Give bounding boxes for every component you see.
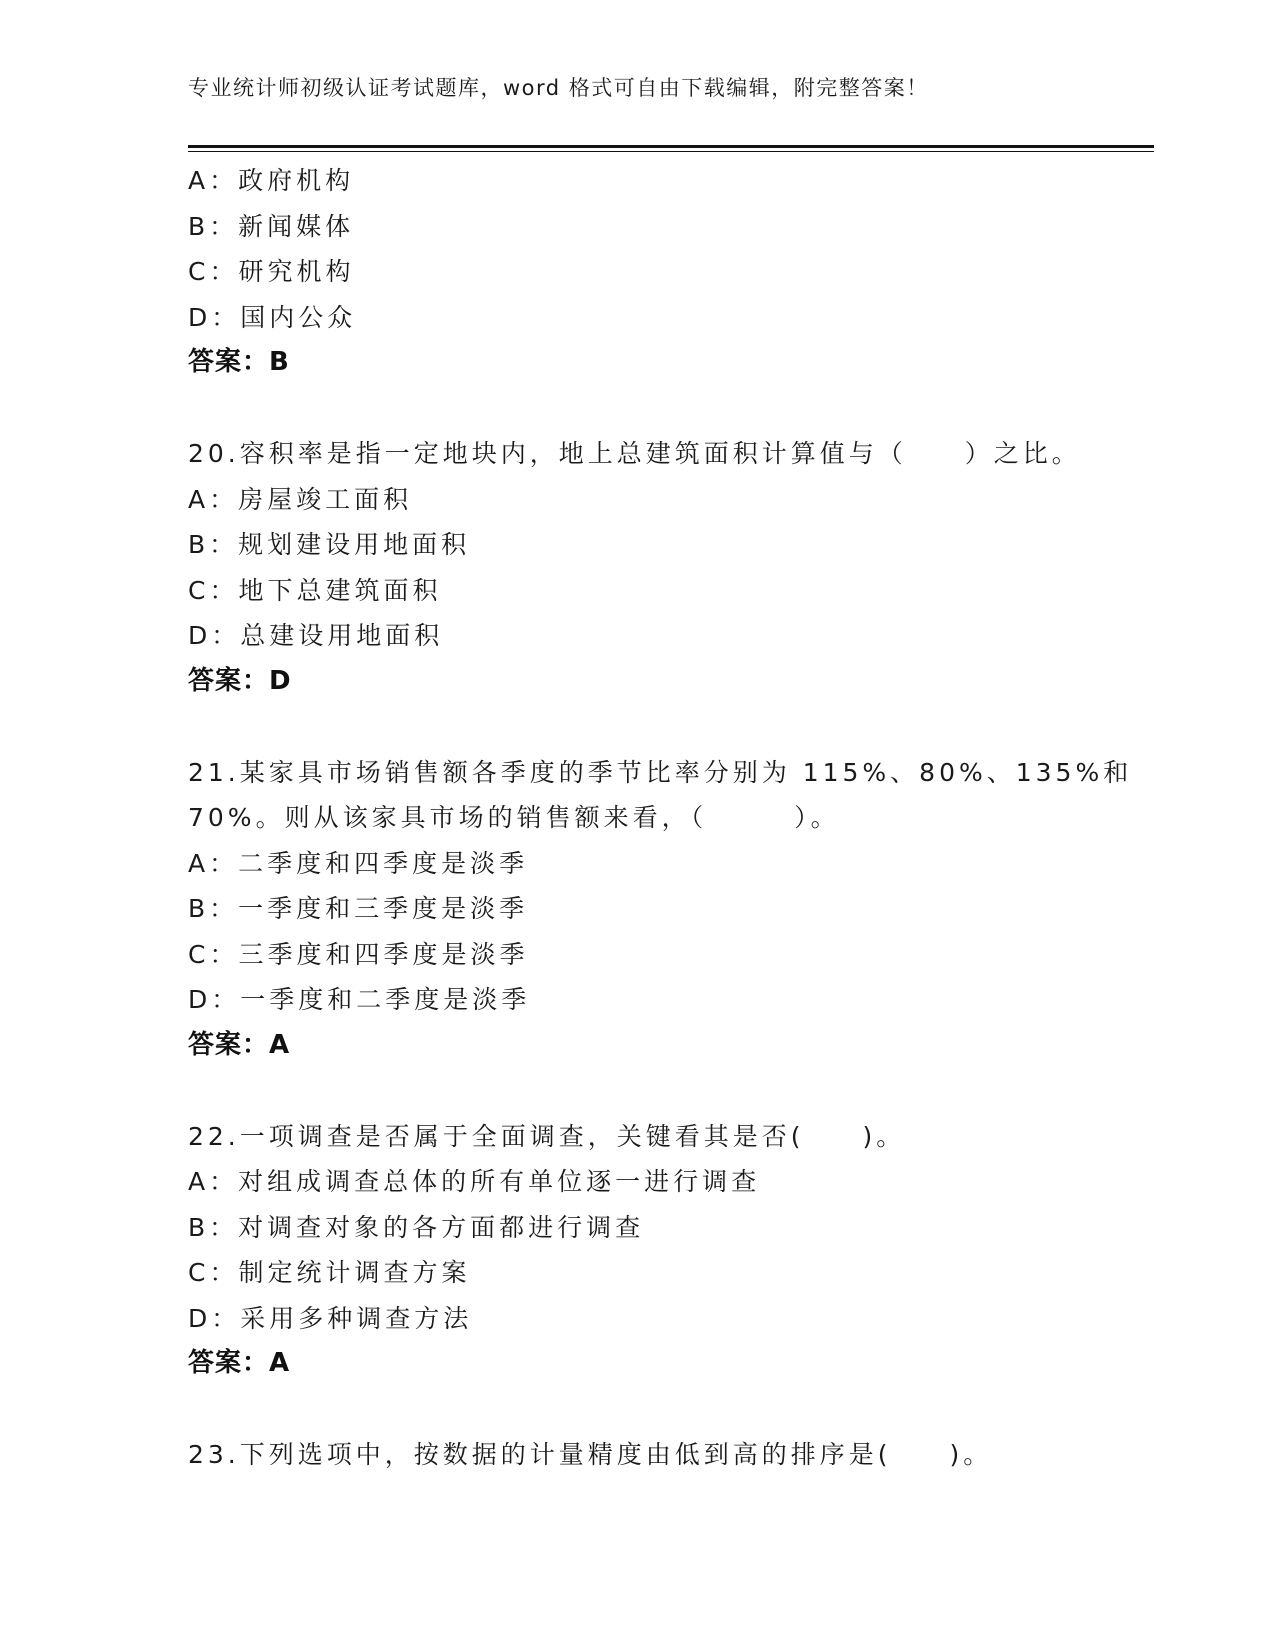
q20-option-d: D：总建设用地面积: [188, 621, 444, 650]
header-rule-thick: [188, 145, 1154, 148]
q19-option-c: C：研究机构: [188, 257, 355, 286]
q20-option-a: A：房屋竣工面积: [188, 484, 413, 514]
q21-option-d: D：一季度和二季度是淡季: [188, 985, 531, 1014]
q19-option-b: B：新闻媒体: [188, 211, 355, 241]
q21-option-a: A：二季度和四季度是淡季: [188, 848, 529, 878]
q22-stem: 22.一项调查是否属于全面调查，关键看其是否( )。: [188, 1121, 906, 1151]
q20-answer: 答案：D: [188, 665, 292, 696]
q20-stem: 20.容积率是指一定地块内，地上总建筑面积计算值与（ ）之比。: [188, 439, 1081, 468]
q21-option-b: B：一季度和三季度是淡季: [188, 894, 529, 923]
q21-stem-line-1: 21.某家具市场销售额各季度的季节比率分别为 115%、80%、135%和: [188, 757, 1133, 787]
q20-option-c: C：地下总建筑面积: [188, 575, 442, 605]
q22-option-a: A：对组成调查总体的所有单位逐一进行调查: [188, 1167, 761, 1196]
q22-option-b: B：对调查对象的各方面都进行调查: [188, 1212, 645, 1242]
q22-option-c: C：制定统计调查方案: [188, 1258, 471, 1287]
q19-option-d: D：国内公众: [188, 302, 357, 332]
page-header: 专业统计师初级认证考试题库，word 格式可自由下载编辑，附完整答案！: [188, 76, 929, 100]
q19-answer: 答案：B: [188, 347, 290, 377]
q20-option-b: B：规划建设用地面积: [188, 530, 471, 559]
header-rule-thin: [188, 151, 1154, 152]
q21-stem-line-2: 70%。则从该家具市场的销售额来看，（ ）。: [188, 803, 840, 832]
q19-option-a: A：政府机构: [188, 166, 355, 195]
document-body: [188, 158, 1133, 1478]
q21-answer: 答案：A: [188, 1029, 291, 1060]
q22-answer: 答案：A: [188, 1348, 291, 1378]
q22-option-d: D：采用多种调查方法: [188, 1303, 473, 1333]
q21-option-c: C：三季度和四季度是淡季: [188, 939, 529, 969]
q23-stem: 23.下列选项中，按数据的计量精度由低到高的排序是( )。: [188, 1440, 993, 1469]
